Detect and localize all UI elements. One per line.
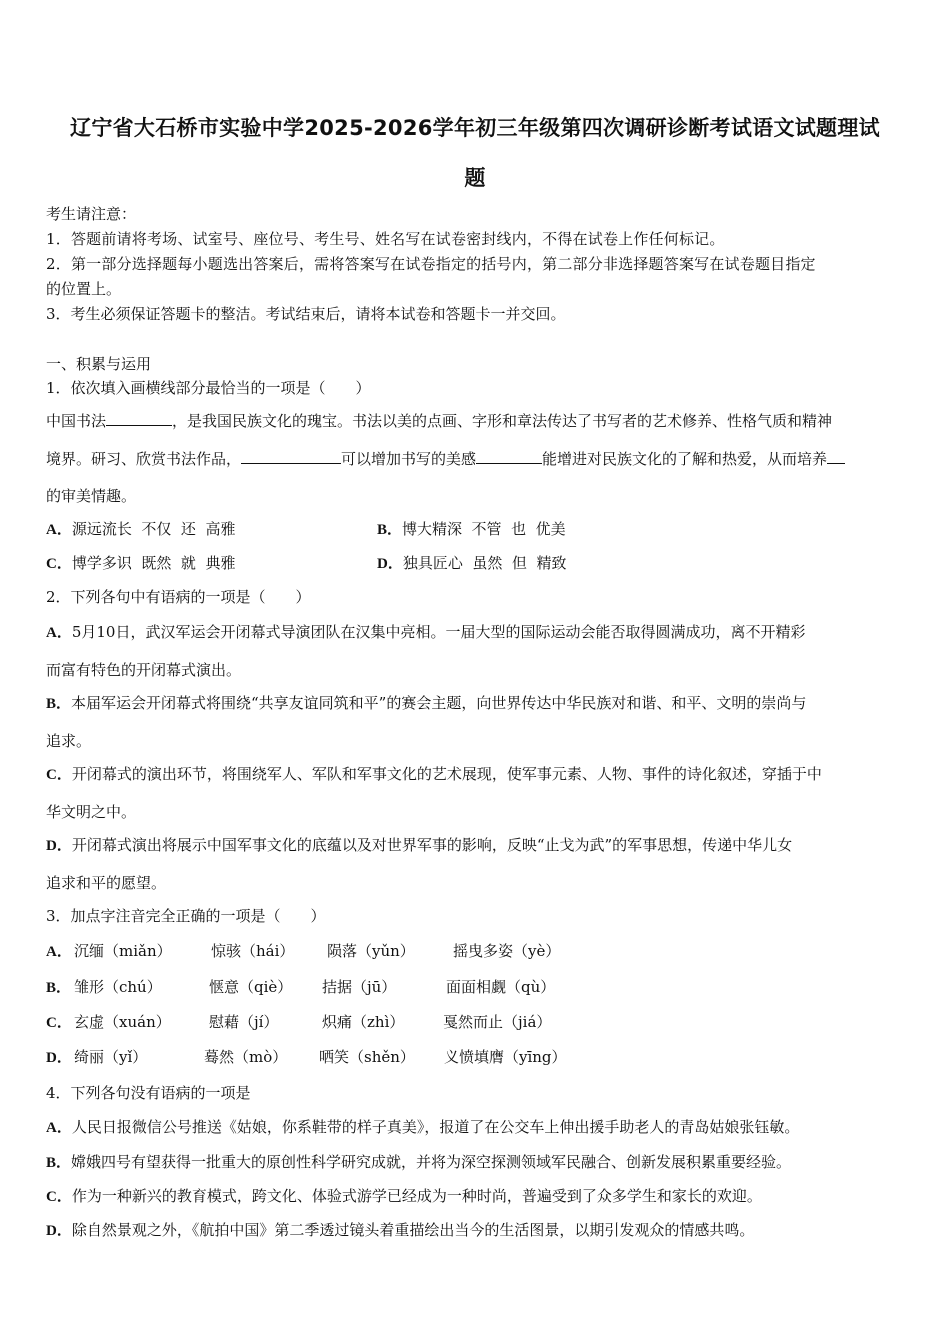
q2-option-a [46, 621, 805, 642]
option-label: B． [46, 1155, 72, 1171]
option-label: B． [377, 522, 403, 538]
option-label: A． [46, 522, 72, 538]
option-text: 5月10日，武汉军运会开闭幕式导演团队在汉集中亮相。一届大型的国际运动会能否取得圆满成功，离不开精彩 [71, 623, 806, 641]
fill-blank [827, 449, 845, 464]
q2-option-c [46, 763, 822, 784]
q3-option-d [46, 1046, 646, 1067]
option-b [377, 518, 566, 539]
option-text: 作为一种新兴的教育模式，跨文化、体验式游学已经成为一种时尚，普遍受到了众多学生和家长的欢迎。 [71, 1187, 762, 1205]
fill-blank [476, 449, 542, 464]
question-3-stem: 3．加点字注音完全正确的一项是（ ） [46, 907, 326, 925]
passage-text: 中国书法 [46, 412, 107, 430]
fill-blank [241, 449, 341, 464]
section-heading: 一、积累与运用 [46, 355, 152, 373]
option-label: D． [377, 556, 403, 572]
pinyin-item: 陨落（yǔn） [327, 942, 415, 960]
notice-item: 的位置上。 [46, 280, 122, 298]
option-label: D． [46, 1223, 72, 1239]
option-label: C． [46, 767, 72, 783]
pinyin-item: 义愤填膺（yīng） [444, 1048, 567, 1066]
q4-option-d [46, 1219, 754, 1240]
option-text: 博大精深 不管 也 优美 [402, 520, 566, 538]
notice-item: 1．答题前请将考场、试室号、座位号、考生号、姓名写在试卷密封线内，不得在试卷上作任何标记。 [46, 230, 725, 248]
fill-blank [106, 411, 172, 426]
q4-option-b [46, 1151, 791, 1172]
question-1-passage-line [46, 410, 832, 431]
page-title: 辽宁省大石桥市实验中学2025-2026学年初三年级第四次调研诊断考试语文试题理试 [70, 116, 880, 140]
option-text: 独具匠心 虽然 但 精致 [402, 554, 567, 572]
option-c [46, 552, 235, 573]
option-label: B． [46, 696, 72, 712]
question-2-stem: 2．下列各句中有语病的一项是（ ） [46, 588, 311, 606]
passage-text: 能增进对民族文化的了解和热爱，从而培养 [542, 450, 828, 468]
option-label: D． [46, 838, 72, 854]
question-1-passage-line [46, 448, 845, 469]
option-text: 开闭幕式演出将展示中国军事文化的底蕴以及对世界军事的影响，反映“止戈为武”的军事思想，传递中华儿女 [71, 836, 793, 854]
q2-option-d [46, 834, 792, 855]
pinyin-item: 戛然而止（jiá） [443, 1013, 552, 1031]
passage-text: ，是我国民族文化的瑰宝。书法以美的点画、字形和章法传达了书写者的艺术修养、性格气质和精神 [172, 412, 833, 430]
pinyin-item: 面面相觑（qù） [446, 978, 556, 996]
option-text: 嫦娥四号有望获得一批重大的原创性科学研究成就，并将为深空探测领域军民融合、创新发展积累重要经验。 [71, 1153, 792, 1171]
option-label: C． [46, 1015, 72, 1031]
option-label: C． [46, 1189, 72, 1205]
pinyin-item: 摇曳多姿（yè） [453, 942, 561, 960]
page-title-continued: 题 [464, 166, 486, 190]
option-a [46, 518, 235, 539]
q4-option-a [46, 1116, 799, 1137]
q3-option-a [46, 940, 646, 961]
option-text: 除自然景观之外，《航拍中国》第二季透过镜头着重描绘出当今的生活图景，以期引发观众的情感共鸣。 [71, 1221, 755, 1239]
q2-option-d-continued: 追求和平的愿望。 [46, 874, 167, 892]
question-1-passage-line: 的审美情趣。 [46, 487, 137, 505]
question-1-stem: 1．依次填入画横线部分最恰当的一项是（ ） [46, 379, 371, 397]
pinyin-item: 玄虚（xuán） [74, 1013, 171, 1031]
pinyin-item: 拮据（jū） [322, 978, 397, 996]
q2-option-a-continued: 而富有特色的开闭幕式演出。 [46, 661, 242, 679]
option-label: A． [46, 625, 72, 641]
pinyin-item: 沉缅（miǎn） [74, 942, 172, 960]
notice-item: 2．第一部分选择题每小题选出答案后，需将答案写在试卷指定的括号内，第二部分非选择题答案写在试卷题目指定 [46, 255, 816, 273]
q3-option-c [46, 1011, 646, 1032]
pinyin-item: 雏形（chú） [74, 978, 162, 996]
option-text: 本届军运会开闭幕式将围绕“共享友谊同筑和平”的赛会主题，向世界传达中华民族对和谐、和平、文明的崇尚与 [71, 694, 807, 712]
pinyin-item: 炽痛（zhì） [322, 1013, 405, 1031]
option-text: 博学多识 既然 就 典雅 [71, 554, 236, 572]
option-label: B． [46, 980, 72, 996]
option-label: D． [46, 1050, 72, 1066]
pinyin-item: 惊骇（hái） [211, 942, 295, 960]
q2-option-c-continued: 华文明之中。 [46, 803, 137, 821]
notice-item: 3．考生必须保证答题卡的整洁。考试结束后，请将本试卷和答题卡一并交回。 [46, 305, 566, 323]
notice-heading: 考生请注意： [46, 205, 137, 223]
passage-text: 可以增加书写的美感 [341, 450, 477, 468]
q4-option-c [46, 1185, 762, 1206]
question-4-stem: 4．下列各句没有语病的一项是 [46, 1084, 251, 1102]
q2-option-b-continued: 追求。 [46, 732, 92, 750]
q2-option-b [46, 692, 806, 713]
option-text: 开闭幕式的演出环节，将围绕军人、军队和军事文化的艺术展现，使军事元素、人物、事件的诗化叙述，穿插于中 [71, 765, 822, 783]
pinyin-item: 惬意（qiè） [209, 978, 293, 996]
option-label: A． [46, 1120, 72, 1136]
option-text: 人民日报微信公号推送《姑娘，你系鞋带的样子真美》，报道了在公交车上伸出援手助老人的青岛姑娘张钰敏。 [71, 1118, 800, 1136]
pinyin-item: 绮丽（yǐ） [74, 1048, 148, 1066]
option-label: C． [46, 556, 72, 572]
pinyin-item: 慰藉（jí） [209, 1013, 279, 1031]
option-text: 源远流长 不仅 还 高雅 [71, 520, 236, 538]
pinyin-item: 哂笑（shěn） [319, 1048, 415, 1066]
passage-text: 境界。研习、欣赏书法作品， [46, 450, 242, 468]
pinyin-item: 蓦然（mò） [204, 1048, 288, 1066]
option-d [377, 552, 566, 573]
q3-option-b [46, 976, 646, 997]
option-label: A． [46, 944, 72, 960]
